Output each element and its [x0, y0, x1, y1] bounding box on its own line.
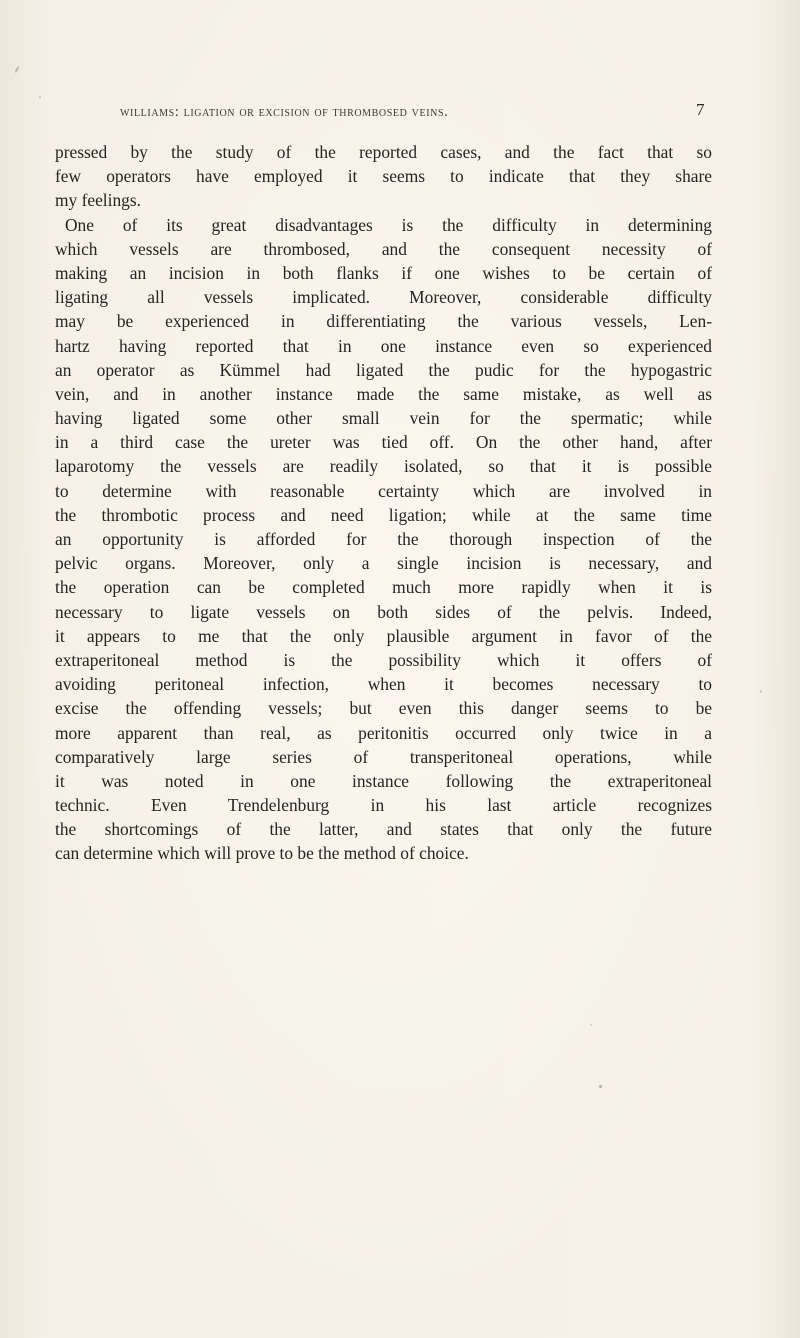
scan-speck: [14, 66, 19, 73]
text-line: may be experienced in differentiating the various vessels, Len-: [55, 311, 712, 332]
text-line: an opportunity is afforded for the thorough inspection of the: [55, 529, 712, 549]
text-line: it appears to me that the only plausible argument in favor of the: [55, 625, 712, 646]
text-line: pelvic organs. Moreover, only a single incision is necessary, and: [55, 553, 712, 574]
text-line: an operator as Kümmel had ligated the pudic for the hypogastric: [55, 359, 712, 380]
text-line: in a third case the ureter was tied off. On the other hand, after: [55, 432, 712, 453]
scan-speck: [39, 96, 41, 98]
text-line: can determine which will prove to be the method of choice.: [55, 843, 469, 864]
text-line: avoiding peritoneal infection, when it becomes necessary to: [55, 674, 712, 695]
text-line: it was noted in one instance following the extraperitoneal: [55, 770, 712, 791]
page-number: 7: [696, 100, 705, 119]
text-line: excise the offending vessels; but even this danger seems to be: [55, 698, 712, 719]
text-line: pressed by the study of the reported cases, and the fact that so: [55, 142, 712, 162]
paragraph-start-line: One of its great disadvantages is the difficulty in determining: [65, 214, 712, 235]
text-line: to determine with reasonable certainty which are involved in: [55, 480, 712, 501]
running-head: [120, 104, 700, 121]
text-line: my feelings.: [55, 190, 141, 211]
text-line: laparotomy the vessels are readily isolated, so that it is possible: [55, 456, 712, 477]
text-line: comparatively large series of transperitoneal operations, while: [55, 746, 712, 767]
text-line: extraperitoneal method is the possibility which it offers of: [55, 649, 712, 670]
text-line: the shortcomings of the latter, and states that only the future: [55, 819, 712, 840]
body-text: [55, 140, 712, 866]
text-line: the thrombotic process and need ligation; while at the same time: [55, 504, 712, 525]
text-line: making an incision in both flanks if one wishes to be certain of: [55, 262, 712, 283]
text-line: vein, and in another instance made the same mistake, as well as: [55, 383, 712, 404]
text-line: more apparent than real, as peritonitis occurred only twice in a: [55, 722, 712, 743]
text-line: necessary to ligate vessels on both sides of the pelvis. Indeed,: [55, 601, 712, 622]
running-head-text: williams: ligation or excision of thrombosed veins.: [120, 104, 449, 120]
text-line: hartz having reported that in one instance even so experienced: [55, 335, 712, 356]
text-line: the operation can be completed much more rapidly when it is: [55, 577, 712, 598]
scan-speck: [760, 690, 762, 693]
text-line: technic. Even Trendelenburg in his last article recognizes: [55, 795, 712, 816]
text-line: which vessels are thrombosed, and the consequent necessity of: [55, 238, 712, 259]
text-line: having ligated some other small vein for the spermatic; while: [55, 408, 712, 429]
scan-speck: [599, 1085, 602, 1088]
scan-speck: [590, 1024, 592, 1026]
text-line: ligating all vessels implicated. Moreover, considerable difficulty: [55, 287, 712, 308]
text-line: few operators have employed it seems to indicate that they share: [55, 166, 712, 187]
